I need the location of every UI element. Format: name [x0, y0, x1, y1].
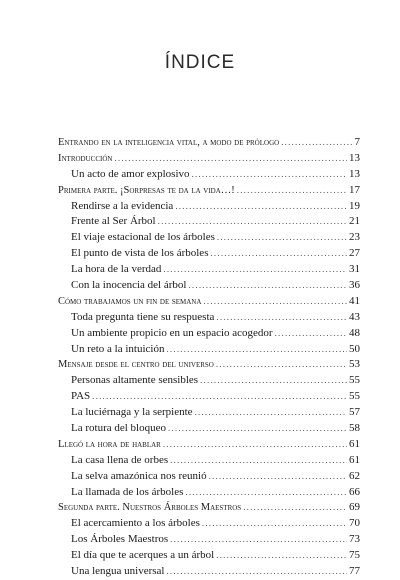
dot-leader [163, 437, 347, 453]
toc-entry-label: Un reto a la intuición [71, 342, 165, 355]
toc-entry-label: Los Árboles Maestros [71, 533, 169, 546]
dot-leader [275, 326, 347, 342]
toc-page-number: 31 [349, 263, 360, 276]
toc-entry-label: La hora de la verdad [71, 263, 162, 276]
toc-section-entry [58, 421, 360, 437]
toc-entry-label: La selva amazónica nos reunió [71, 469, 207, 482]
dot-leader [195, 405, 347, 421]
toc-chapter-entry [58, 135, 360, 151]
dot-leader [175, 199, 347, 215]
toc-chapter-entry [58, 437, 360, 453]
dot-leader [243, 500, 347, 516]
toc-section-entry [58, 453, 360, 469]
toc-section-entry [58, 167, 360, 183]
dot-leader [200, 373, 347, 389]
table-of-contents [58, 135, 360, 580]
toc-page-number: 77 [349, 565, 360, 578]
toc-entry-label: La rotura del bloqueo [71, 422, 166, 435]
toc-entry-label: Un acto de amor explosivo [71, 167, 190, 180]
toc-page-number: 66 [349, 485, 360, 498]
toc-chapter-entry [58, 183, 360, 199]
toc-entry-label: Introducción [58, 152, 113, 164]
dot-leader [237, 183, 347, 199]
dot-leader [185, 485, 347, 501]
toc-page-number: 13 [349, 167, 360, 180]
toc-page-number: 62 [349, 469, 360, 482]
toc-page-number: 61 [349, 437, 360, 450]
dot-leader [114, 151, 347, 167]
toc-page-number: 70 [349, 517, 360, 530]
toc-page-number: 23 [349, 231, 360, 244]
toc-entry-label: Mensaje desde el centro del universo [58, 359, 214, 371]
dot-leader [209, 469, 347, 485]
toc-entry-label: Un ambiente propicio en un espacio acogedor [71, 326, 273, 339]
dot-leader [170, 532, 347, 548]
toc-entry-label: Rendirse a la evidencia [71, 199, 174, 212]
dot-leader [163, 262, 347, 278]
toc-chapter-entry [58, 294, 360, 310]
page-title: ÍNDICE [164, 52, 236, 73]
toc-section-entry [58, 278, 360, 294]
toc-section-entry [58, 485, 360, 501]
toc-page-number: 61 [349, 453, 360, 466]
toc-page-number: 27 [349, 247, 360, 260]
dot-leader [203, 294, 347, 310]
dot-leader [281, 135, 352, 151]
toc-section-entry [58, 532, 360, 548]
toc-entry-label: El día que te acerques a un árbol [71, 549, 215, 562]
dot-leader [166, 564, 347, 580]
toc-section-entry [58, 230, 360, 246]
dot-leader [210, 246, 347, 262]
toc-entry-label: La luciérnaga y la serpiente [71, 406, 193, 419]
toc-page-number: 21 [349, 215, 360, 228]
dot-leader [216, 548, 347, 564]
toc-entry-label: Frente al Ser Árbol [71, 215, 156, 228]
dot-leader [216, 310, 347, 326]
dot-leader [92, 389, 347, 405]
dot-leader [192, 167, 347, 183]
toc-entry-label: Con la inocencia del árbol [71, 279, 187, 292]
toc-chapter-entry [58, 357, 360, 373]
toc-section-entry [58, 326, 360, 342]
toc-section-entry [58, 342, 360, 358]
toc-entry-label: La casa llena de orbes [71, 453, 169, 466]
toc-page-number: 13 [349, 151, 360, 164]
toc-page-number: 75 [349, 549, 360, 562]
toc-page-number: 58 [349, 422, 360, 435]
toc-page-number: 55 [349, 374, 360, 387]
toc-entry-label: El acercamiento a los árboles [71, 517, 200, 530]
toc-entry-label: El viaje estacional de los árboles [71, 231, 215, 244]
toc-page-number: 57 [349, 406, 360, 419]
toc-entry-label: Primera parte. ¡Sorpresas te da la vida…! [58, 184, 235, 196]
dot-leader [217, 230, 347, 246]
toc-section-entry [58, 516, 360, 532]
toc-entry-label: Llegó la hora de hablar [58, 438, 161, 450]
toc-page-number: 53 [349, 358, 360, 371]
toc-section-entry [58, 405, 360, 421]
toc-entry-label: PAS [71, 390, 91, 403]
dot-leader [158, 214, 347, 230]
dot-leader [166, 342, 347, 358]
toc-entry-label: Cómo trabajamos un fin de semana [58, 295, 202, 307]
toc-entry-label: Segunda parte. Nuestros Árboles Maestros [58, 502, 242, 514]
toc-page-number: 7 [354, 136, 360, 148]
toc-page-number: 43 [349, 310, 360, 323]
dot-leader [168, 421, 347, 437]
dot-leader [216, 357, 347, 373]
toc-entry-label: Entrando en la inteligencia vital, a modo de prólogo [58, 137, 280, 148]
toc-section-entry [58, 389, 360, 405]
toc-page-number: 41 [349, 294, 360, 307]
dot-leader [188, 278, 347, 294]
toc-chapter-entry [58, 151, 360, 167]
toc-page-number: 55 [349, 390, 360, 403]
toc-page-number: 69 [349, 501, 360, 514]
toc-entry-label: El punto de vista de los árboles [71, 247, 209, 260]
toc-section-entry [58, 548, 360, 564]
toc-section-entry [58, 199, 360, 215]
dot-leader [202, 516, 347, 532]
toc-page-number: 19 [349, 199, 360, 212]
toc-page-number: 50 [349, 342, 360, 355]
toc-page-number: 48 [349, 326, 360, 339]
dot-leader [170, 453, 347, 469]
toc-section-entry [58, 214, 360, 230]
toc-entry-label: La llamada de los árboles [71, 485, 184, 498]
toc-entry-label: Una lengua universal [71, 565, 165, 578]
toc-page-number: 17 [349, 183, 360, 196]
toc-page-number: 73 [349, 533, 360, 546]
toc-section-entry [58, 310, 360, 326]
toc-section-entry [58, 373, 360, 389]
toc-section-entry [58, 262, 360, 278]
toc-entry-label: Personas altamente sensibles [71, 374, 199, 387]
toc-page-number: 36 [349, 279, 360, 292]
toc-section-entry [58, 469, 360, 485]
toc-entry-label: Toda pregunta tiene su respuesta [71, 310, 215, 323]
toc-section-entry [58, 564, 360, 580]
toc-chapter-entry [58, 500, 360, 516]
toc-section-entry [58, 246, 360, 262]
